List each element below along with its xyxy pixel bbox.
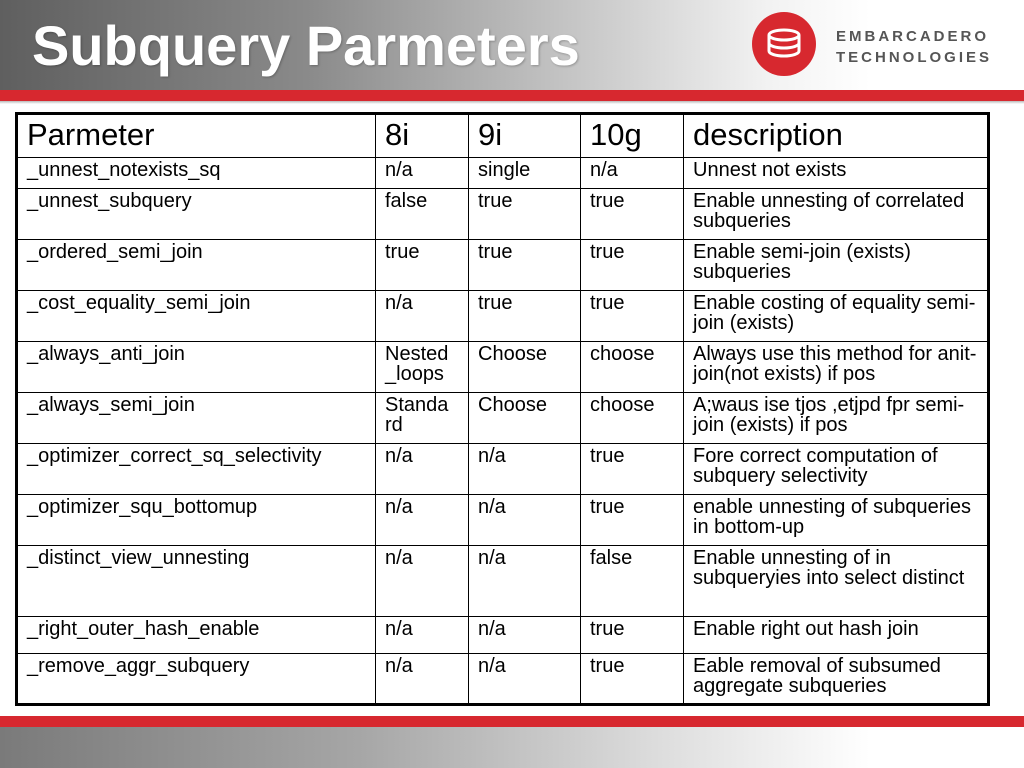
table-row xyxy=(17,444,989,495)
cell-description: enable unnesting of subqueries in bottom-up xyxy=(684,495,989,546)
cell-10g: true xyxy=(581,189,684,240)
table-row xyxy=(17,546,989,617)
cell-parameter: _optimizer_correct_sq_selectivity xyxy=(17,444,376,495)
cell-8i: true xyxy=(376,240,469,291)
table-row xyxy=(17,654,989,705)
top-rule-shadow xyxy=(0,101,1024,104)
column-header-8i: 8i xyxy=(376,114,469,158)
cell-8i: Nested _loops xyxy=(376,342,469,393)
cell-10g: choose xyxy=(581,342,684,393)
cell-9i: true xyxy=(469,240,581,291)
cell-9i: single xyxy=(469,158,581,189)
cell-8i: n/a xyxy=(376,158,469,189)
cell-description: Fore correct computation of subquery selectivity xyxy=(684,444,989,495)
cell-8i: n/a xyxy=(376,546,469,617)
cell-10g: true xyxy=(581,240,684,291)
cell-parameter: _remove_aggr_subquery xyxy=(17,654,376,705)
cell-description: Unnest not exists xyxy=(684,158,989,189)
cell-parameter: _ordered_semi_join xyxy=(17,240,376,291)
table-row xyxy=(17,158,989,189)
brand-name-line2: TECHNOLOGIES xyxy=(836,49,993,66)
column-header-10g: 10g xyxy=(581,114,684,158)
cell-9i: n/a xyxy=(469,654,581,705)
cell-9i: n/a xyxy=(469,444,581,495)
cell-9i: Choose xyxy=(469,342,581,393)
cell-description: Enable costing of equality semi-join (exists) xyxy=(684,291,989,342)
cell-9i: n/a xyxy=(469,617,581,654)
table-row xyxy=(17,189,989,240)
cell-10g: true xyxy=(581,617,684,654)
top-accent-rule xyxy=(0,90,1024,101)
cell-10g: true xyxy=(581,495,684,546)
cell-parameter: _unnest_subquery xyxy=(17,189,376,240)
cell-parameter: _right_outer_hash_enable xyxy=(17,617,376,654)
cell-10g: true xyxy=(581,291,684,342)
parameters-table-wrap xyxy=(15,112,987,706)
cell-parameter: _distinct_view_unnesting xyxy=(17,546,376,617)
cell-9i: n/a xyxy=(469,546,581,617)
cell-8i: n/a xyxy=(376,617,469,654)
cell-9i: Choose xyxy=(469,393,581,444)
footer-band xyxy=(0,727,1024,768)
bottom-accent-rule xyxy=(0,716,1024,727)
table-row xyxy=(17,342,989,393)
cell-10g: true xyxy=(581,654,684,705)
cell-8i: n/a xyxy=(376,444,469,495)
cell-9i: true xyxy=(469,291,581,342)
cell-parameter: _always_anti_join xyxy=(17,342,376,393)
cell-10g: true xyxy=(581,444,684,495)
cell-10g: choose xyxy=(581,393,684,444)
cell-description: A;waus ise tjos ,etjpd fpr semi-join (exists) if pos xyxy=(684,393,989,444)
table-row xyxy=(17,240,989,291)
cell-9i: n/a xyxy=(469,495,581,546)
page-title: Subquery Parmeters xyxy=(32,14,580,77)
database-icon xyxy=(752,12,816,76)
cell-parameter: _cost_equality_semi_join xyxy=(17,291,376,342)
table-header-row xyxy=(17,114,989,158)
cell-10g: n/a xyxy=(581,158,684,189)
cell-description: Always use this method for anit-join(not exists) if pos xyxy=(684,342,989,393)
column-header-description: description xyxy=(684,114,989,158)
cell-parameter: _unnest_notexists_sq xyxy=(17,158,376,189)
column-header-9i: 9i xyxy=(469,114,581,158)
cell-parameter: _always_semi_join xyxy=(17,393,376,444)
cell-description: Eable removal of subsumed aggregate subqueries xyxy=(684,654,989,705)
column-header-parameter: Parmeter xyxy=(17,114,376,158)
parameters-table xyxy=(15,112,990,706)
cell-description: Enable right out hash join xyxy=(684,617,989,654)
table-row xyxy=(17,617,989,654)
cell-8i: false xyxy=(376,189,469,240)
brand-logo xyxy=(752,12,1012,78)
table-row xyxy=(17,291,989,342)
cell-10g: false xyxy=(581,546,684,617)
cell-description: Enable unnesting of correlated subqueries xyxy=(684,189,989,240)
cell-9i: true xyxy=(469,189,581,240)
cell-8i: n/a xyxy=(376,291,469,342)
cell-8i: Standa rd xyxy=(376,393,469,444)
cell-parameter: _optimizer_squ_bottomup xyxy=(17,495,376,546)
table-row xyxy=(17,393,989,444)
cell-8i: n/a xyxy=(376,495,469,546)
cell-description: Enable semi-join (exists) subqueries xyxy=(684,240,989,291)
cell-8i: n/a xyxy=(376,654,469,705)
table-row xyxy=(17,495,989,546)
brand-name-line1: EMBARCADERO xyxy=(836,28,989,45)
cell-description: Enable unnesting of in subqueryies into select distinct xyxy=(684,546,989,617)
